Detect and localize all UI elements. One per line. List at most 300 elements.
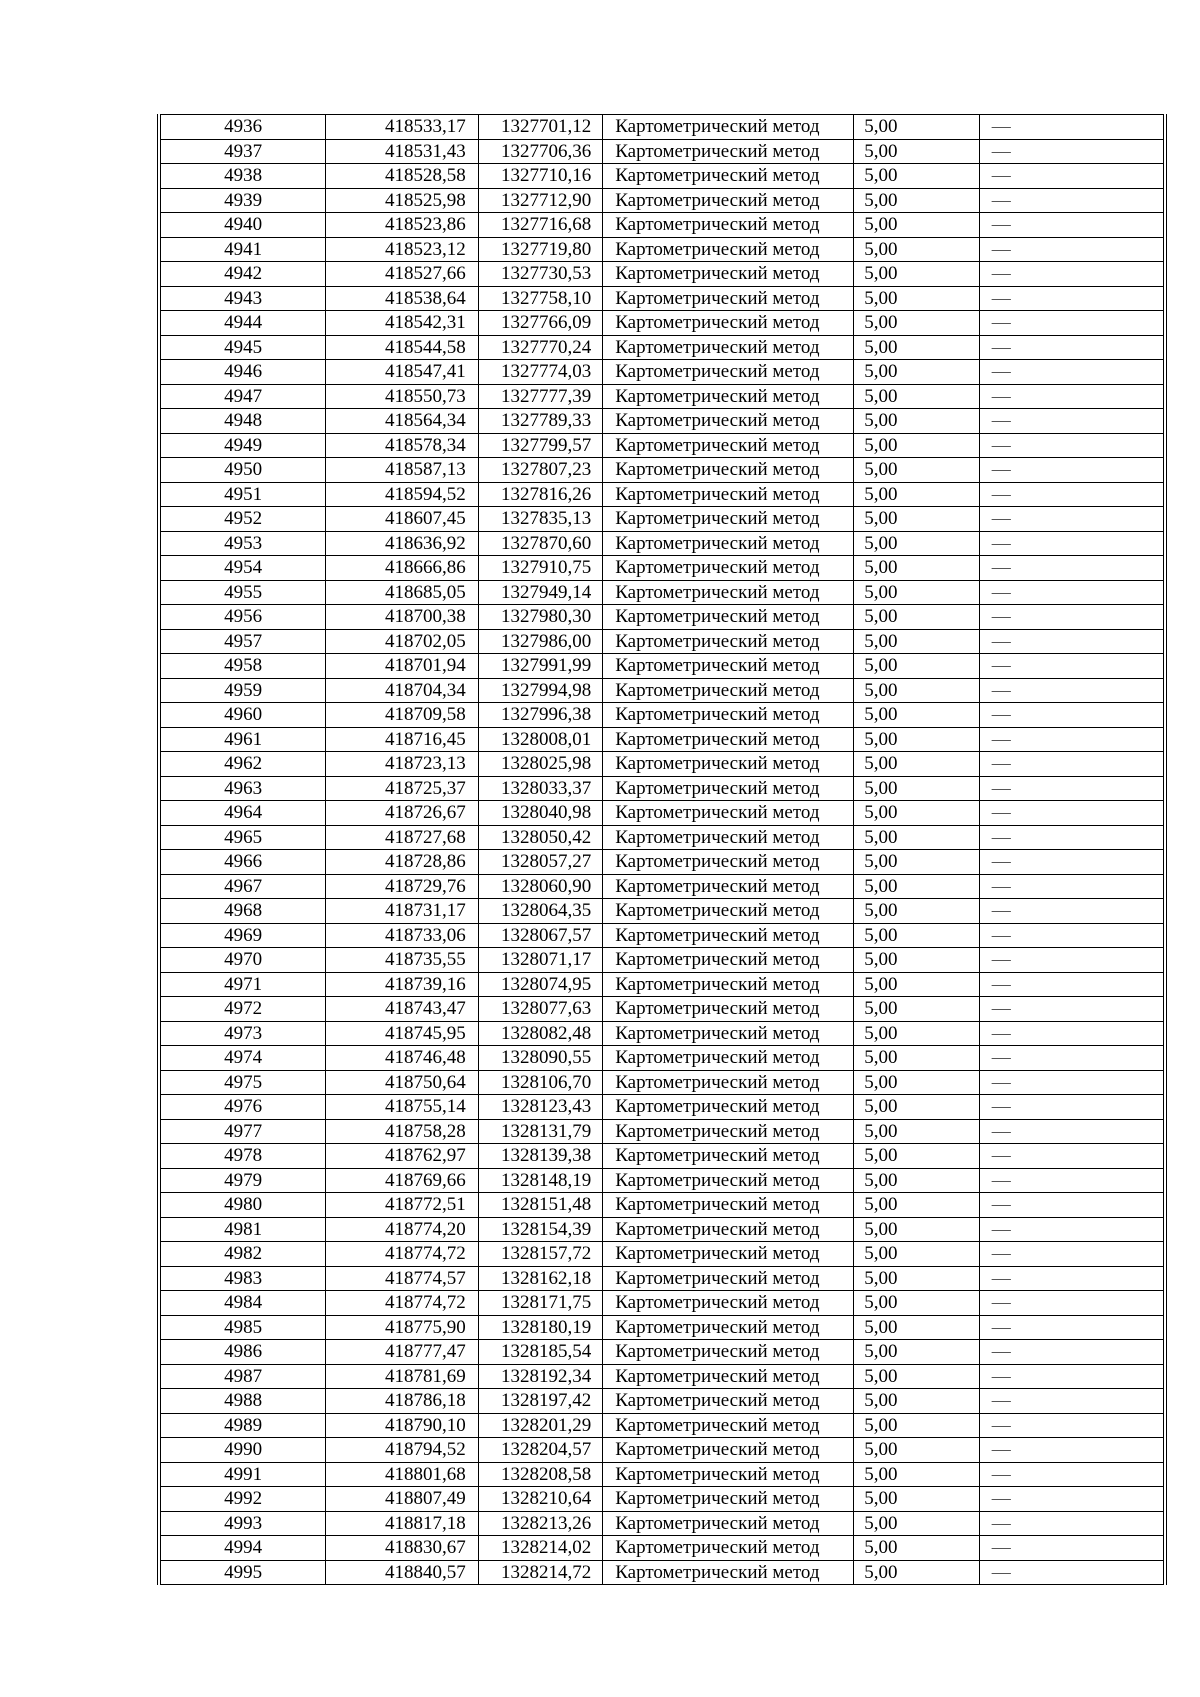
accuracy-cell: 5,00 <box>854 678 979 703</box>
description-cell: — <box>979 776 1165 801</box>
accuracy-cell: 5,00 <box>854 164 979 189</box>
accuracy-cell: 5,00 <box>854 923 979 948</box>
y-coordinate-cell: 1328139,38 <box>478 1144 602 1169</box>
accuracy-cell: 5,00 <box>854 1462 979 1487</box>
point-number-cell: 4947 <box>159 384 326 409</box>
y-coordinate-cell: 1327701,12 <box>478 115 602 140</box>
method-cell: Картометрический метод <box>603 1487 854 1512</box>
x-coordinate-cell: 418564,34 <box>326 409 479 434</box>
description-cell: — <box>979 948 1165 973</box>
y-coordinate-cell: 1327774,03 <box>478 360 602 385</box>
method-cell: Картометрический метод <box>603 458 854 483</box>
method-cell: Картометрический метод <box>603 164 854 189</box>
y-coordinate-cell: 1327986,00 <box>478 629 602 654</box>
point-number-cell: 4941 <box>159 237 326 262</box>
method-cell: Картометрический метод <box>603 1266 854 1291</box>
method-cell: Картометрический метод <box>603 556 854 581</box>
accuracy-cell: 5,00 <box>854 507 979 532</box>
table-row <box>159 1462 1165 1487</box>
method-cell: Картометрический метод <box>603 972 854 997</box>
point-number-cell: 4975 <box>159 1070 326 1095</box>
table-row <box>159 1119 1165 1144</box>
accuracy-cell: 5,00 <box>854 776 979 801</box>
point-number-cell: 4987 <box>159 1364 326 1389</box>
point-number-cell: 4979 <box>159 1168 326 1193</box>
point-number-cell: 4977 <box>159 1119 326 1144</box>
method-cell: Картометрический метод <box>603 1511 854 1536</box>
table-row <box>159 1242 1165 1267</box>
table-row <box>159 801 1165 826</box>
y-coordinate-cell: 1328071,17 <box>478 948 602 973</box>
method-cell: Картометрический метод <box>603 311 854 336</box>
x-coordinate-cell: 418775,90 <box>326 1315 479 1340</box>
x-coordinate-cell: 418830,67 <box>326 1536 479 1561</box>
y-coordinate-cell: 1328180,19 <box>478 1315 602 1340</box>
description-cell: — <box>979 237 1165 262</box>
y-coordinate-cell: 1327710,16 <box>478 164 602 189</box>
point-number-cell: 4994 <box>159 1536 326 1561</box>
point-number-cell: 4955 <box>159 580 326 605</box>
table-row <box>159 1193 1165 1218</box>
method-cell: Картометрический метод <box>603 139 854 164</box>
accuracy-cell: 5,00 <box>854 237 979 262</box>
description-cell: — <box>979 1193 1165 1218</box>
description-cell: — <box>979 1144 1165 1169</box>
method-cell: Картометрический метод <box>603 825 854 850</box>
accuracy-cell: 5,00 <box>854 409 979 434</box>
accuracy-cell: 5,00 <box>854 654 979 679</box>
accuracy-cell: 5,00 <box>854 874 979 899</box>
point-number-cell: 4945 <box>159 335 326 360</box>
method-cell: Картометрический метод <box>603 335 854 360</box>
method-cell: Картометрический метод <box>603 1119 854 1144</box>
point-number-cell: 4966 <box>159 850 326 875</box>
accuracy-cell: 5,00 <box>854 1389 979 1414</box>
accuracy-cell: 5,00 <box>854 1315 979 1340</box>
point-number-cell: 4972 <box>159 997 326 1022</box>
table-row <box>159 115 1165 140</box>
description-cell: — <box>979 1560 1165 1585</box>
accuracy-cell: 5,00 <box>854 1438 979 1463</box>
x-coordinate-cell: 418745,95 <box>326 1021 479 1046</box>
point-number-cell: 4990 <box>159 1438 326 1463</box>
y-coordinate-cell: 1328040,98 <box>478 801 602 826</box>
table-row <box>159 1438 1165 1463</box>
x-coordinate-cell: 418666,86 <box>326 556 479 581</box>
point-number-cell: 4950 <box>159 458 326 483</box>
description-cell: — <box>979 1511 1165 1536</box>
x-coordinate-cell: 418790,10 <box>326 1413 479 1438</box>
table-row <box>159 874 1165 899</box>
description-cell: — <box>979 825 1165 850</box>
y-coordinate-cell: 1327980,30 <box>478 605 602 630</box>
accuracy-cell: 5,00 <box>854 213 979 238</box>
description-cell: — <box>979 1242 1165 1267</box>
x-coordinate-cell: 418729,76 <box>326 874 479 899</box>
table-row <box>159 654 1165 679</box>
x-coordinate-cell: 418774,72 <box>326 1291 479 1316</box>
method-cell: Картометрический метод <box>603 1217 854 1242</box>
accuracy-cell: 5,00 <box>854 531 979 556</box>
point-number-cell: 4980 <box>159 1193 326 1218</box>
description-cell: — <box>979 1070 1165 1095</box>
accuracy-cell: 5,00 <box>854 433 979 458</box>
description-cell: — <box>979 311 1165 336</box>
y-coordinate-cell: 1328033,37 <box>478 776 602 801</box>
description-cell: — <box>979 1095 1165 1120</box>
method-cell: Картометрический метод <box>603 1462 854 1487</box>
description-cell: — <box>979 605 1165 630</box>
x-coordinate-cell: 418578,34 <box>326 433 479 458</box>
table-row <box>159 1315 1165 1340</box>
y-coordinate-cell: 1328008,01 <box>478 727 602 752</box>
x-coordinate-cell: 418547,41 <box>326 360 479 385</box>
accuracy-cell: 5,00 <box>854 482 979 507</box>
method-cell: Картометрический метод <box>603 507 854 532</box>
description-cell: — <box>979 1021 1165 1046</box>
description-cell: — <box>979 213 1165 238</box>
table-row <box>159 923 1165 948</box>
accuracy-cell: 5,00 <box>854 1193 979 1218</box>
x-coordinate-cell: 418544,58 <box>326 335 479 360</box>
point-number-cell: 4981 <box>159 1217 326 1242</box>
description-cell: — <box>979 1315 1165 1340</box>
y-coordinate-cell: 1327766,09 <box>478 311 602 336</box>
x-coordinate-cell: 418750,64 <box>326 1070 479 1095</box>
description-cell: — <box>979 997 1165 1022</box>
table-row <box>159 1560 1165 1585</box>
method-cell: Картометрический метод <box>603 531 854 556</box>
table-row <box>159 213 1165 238</box>
description-cell: — <box>979 1119 1165 1144</box>
accuracy-cell: 5,00 <box>854 1266 979 1291</box>
table-row <box>159 164 1165 189</box>
y-coordinate-cell: 1328077,63 <box>478 997 602 1022</box>
y-coordinate-cell: 1327777,39 <box>478 384 602 409</box>
point-number-cell: 4938 <box>159 164 326 189</box>
method-cell: Картометрический метод <box>603 997 854 1022</box>
accuracy-cell: 5,00 <box>854 580 979 605</box>
point-number-cell: 4937 <box>159 139 326 164</box>
description-cell: — <box>979 164 1165 189</box>
accuracy-cell: 5,00 <box>854 1364 979 1389</box>
point-number-cell: 4960 <box>159 703 326 728</box>
x-coordinate-cell: 418733,06 <box>326 923 479 948</box>
accuracy-cell: 5,00 <box>854 1021 979 1046</box>
description-cell: — <box>979 556 1165 581</box>
x-coordinate-cell: 418774,57 <box>326 1266 479 1291</box>
point-number-cell: 4978 <box>159 1144 326 1169</box>
description-cell: — <box>979 1291 1165 1316</box>
method-cell: Картометрический метод <box>603 1340 854 1365</box>
y-coordinate-cell: 1328197,42 <box>478 1389 602 1414</box>
y-coordinate-cell: 1327996,38 <box>478 703 602 728</box>
x-coordinate-cell: 418723,13 <box>326 752 479 777</box>
method-cell: Картометрический метод <box>603 409 854 434</box>
table-row <box>159 580 1165 605</box>
method-cell: Картометрический метод <box>603 1315 854 1340</box>
table-row <box>159 262 1165 287</box>
accuracy-cell: 5,00 <box>854 1046 979 1071</box>
point-number-cell: 4965 <box>159 825 326 850</box>
point-number-cell: 4961 <box>159 727 326 752</box>
accuracy-cell: 5,00 <box>854 335 979 360</box>
y-coordinate-cell: 1327730,53 <box>478 262 602 287</box>
description-cell: — <box>979 262 1165 287</box>
description-cell: — <box>979 1536 1165 1561</box>
x-coordinate-cell: 418786,18 <box>326 1389 479 1414</box>
y-coordinate-cell: 1328151,48 <box>478 1193 602 1218</box>
y-coordinate-cell: 1327949,14 <box>478 580 602 605</box>
point-number-cell: 4969 <box>159 923 326 948</box>
point-number-cell: 4956 <box>159 605 326 630</box>
description-cell: — <box>979 433 1165 458</box>
point-number-cell: 4967 <box>159 874 326 899</box>
x-coordinate-cell: 418531,43 <box>326 139 479 164</box>
description-cell: — <box>979 1168 1165 1193</box>
method-cell: Картометрический метод <box>603 1144 854 1169</box>
description-cell: — <box>979 1266 1165 1291</box>
accuracy-cell: 5,00 <box>854 311 979 336</box>
x-coordinate-cell: 418607,45 <box>326 507 479 532</box>
y-coordinate-cell: 1328050,42 <box>478 825 602 850</box>
description-cell: — <box>979 580 1165 605</box>
method-cell: Картометрический метод <box>603 1413 854 1438</box>
y-coordinate-cell: 1328214,72 <box>478 1560 602 1585</box>
accuracy-cell: 5,00 <box>854 752 979 777</box>
description-cell: — <box>979 115 1165 140</box>
table-row <box>159 1168 1165 1193</box>
description-cell: — <box>979 1217 1165 1242</box>
table-row <box>159 556 1165 581</box>
y-coordinate-cell: 1328213,26 <box>478 1511 602 1536</box>
x-coordinate-cell: 418685,05 <box>326 580 479 605</box>
table-row <box>159 139 1165 164</box>
x-coordinate-cell: 418594,52 <box>326 482 479 507</box>
accuracy-cell: 5,00 <box>854 262 979 287</box>
accuracy-cell: 5,00 <box>854 605 979 630</box>
accuracy-cell: 5,00 <box>854 1413 979 1438</box>
method-cell: Картометрический метод <box>603 433 854 458</box>
point-number-cell: 4944 <box>159 311 326 336</box>
accuracy-cell: 5,00 <box>854 1340 979 1365</box>
point-number-cell: 4949 <box>159 433 326 458</box>
point-number-cell: 4958 <box>159 654 326 679</box>
table-row <box>159 948 1165 973</box>
method-cell: Картометрический метод <box>603 654 854 679</box>
accuracy-cell: 5,00 <box>854 997 979 1022</box>
y-coordinate-cell: 1328123,43 <box>478 1095 602 1120</box>
y-coordinate-cell: 1328148,19 <box>478 1168 602 1193</box>
method-cell: Картометрический метод <box>603 1438 854 1463</box>
accuracy-cell: 5,00 <box>854 850 979 875</box>
y-coordinate-cell: 1328154,39 <box>478 1217 602 1242</box>
y-coordinate-cell: 1328082,48 <box>478 1021 602 1046</box>
y-coordinate-cell: 1328204,57 <box>478 1438 602 1463</box>
point-number-cell: 4957 <box>159 629 326 654</box>
table-row <box>159 1291 1165 1316</box>
method-cell: Картометрический метод <box>603 384 854 409</box>
point-number-cell: 4963 <box>159 776 326 801</box>
method-cell: Картометрический метод <box>603 703 854 728</box>
x-coordinate-cell: 418735,55 <box>326 948 479 973</box>
table-row <box>159 776 1165 801</box>
accuracy-cell: 5,00 <box>854 188 979 213</box>
x-coordinate-cell: 418527,66 <box>326 262 479 287</box>
point-number-cell: 4973 <box>159 1021 326 1046</box>
accuracy-cell: 5,00 <box>854 972 979 997</box>
x-coordinate-cell: 418758,28 <box>326 1119 479 1144</box>
table-row <box>159 531 1165 556</box>
x-coordinate-cell: 418702,05 <box>326 629 479 654</box>
table-row <box>159 752 1165 777</box>
y-coordinate-cell: 1327835,13 <box>478 507 602 532</box>
x-coordinate-cell: 418550,73 <box>326 384 479 409</box>
accuracy-cell: 5,00 <box>854 384 979 409</box>
table-row <box>159 237 1165 262</box>
y-coordinate-cell: 1328208,58 <box>478 1462 602 1487</box>
y-coordinate-cell: 1327712,90 <box>478 188 602 213</box>
table-row <box>159 972 1165 997</box>
point-number-cell: 4948 <box>159 409 326 434</box>
table-row <box>159 360 1165 385</box>
table-row <box>159 727 1165 752</box>
point-number-cell: 4946 <box>159 360 326 385</box>
description-cell: — <box>979 1046 1165 1071</box>
method-cell: Картометрический метод <box>603 580 854 605</box>
table-row <box>159 1413 1165 1438</box>
point-number-cell: 4976 <box>159 1095 326 1120</box>
accuracy-cell: 5,00 <box>854 1487 979 1512</box>
table-row <box>159 899 1165 924</box>
y-coordinate-cell: 1328064,35 <box>478 899 602 924</box>
x-coordinate-cell: 418781,69 <box>326 1364 479 1389</box>
point-number-cell: 4964 <box>159 801 326 826</box>
point-number-cell: 4983 <box>159 1266 326 1291</box>
method-cell: Картометрический метод <box>603 237 854 262</box>
accuracy-cell: 5,00 <box>854 1144 979 1169</box>
table-row <box>159 1340 1165 1365</box>
accuracy-cell: 5,00 <box>854 727 979 752</box>
description-cell: — <box>979 850 1165 875</box>
point-number-cell: 4971 <box>159 972 326 997</box>
x-coordinate-cell: 418523,86 <box>326 213 479 238</box>
method-cell: Картометрический метод <box>603 1291 854 1316</box>
description-cell: — <box>979 1487 1165 1512</box>
point-number-cell: 4962 <box>159 752 326 777</box>
method-cell: Картометрический метод <box>603 678 854 703</box>
y-coordinate-cell: 1328201,29 <box>478 1413 602 1438</box>
table-row <box>159 335 1165 360</box>
method-cell: Картометрический метод <box>603 1364 854 1389</box>
method-cell: Картометрический метод <box>603 482 854 507</box>
table-row <box>159 605 1165 630</box>
point-number-cell: 4985 <box>159 1315 326 1340</box>
method-cell: Картометрический метод <box>603 923 854 948</box>
point-number-cell: 4954 <box>159 556 326 581</box>
x-coordinate-cell: 418807,49 <box>326 1487 479 1512</box>
x-coordinate-cell: 418777,47 <box>326 1340 479 1365</box>
description-cell: — <box>979 801 1165 826</box>
method-cell: Картометрический метод <box>603 188 854 213</box>
x-coordinate-cell: 418762,97 <box>326 1144 479 1169</box>
coordinates-table <box>157 114 1167 1585</box>
y-coordinate-cell: 1327807,23 <box>478 458 602 483</box>
accuracy-cell: 5,00 <box>854 948 979 973</box>
table-row <box>159 1070 1165 1095</box>
method-cell: Картометрический метод <box>603 1193 854 1218</box>
y-coordinate-cell: 1328074,95 <box>478 972 602 997</box>
table-row <box>159 1536 1165 1561</box>
point-number-cell: 4968 <box>159 899 326 924</box>
description-cell: — <box>979 531 1165 556</box>
point-number-cell: 4959 <box>159 678 326 703</box>
method-cell: Картометрический метод <box>603 1046 854 1071</box>
description-cell: — <box>979 482 1165 507</box>
x-coordinate-cell: 418840,57 <box>326 1560 479 1585</box>
description-cell: — <box>979 1438 1165 1463</box>
table-row <box>159 311 1165 336</box>
accuracy-cell: 5,00 <box>854 629 979 654</box>
y-coordinate-cell: 1327991,99 <box>478 654 602 679</box>
y-coordinate-cell: 1327799,57 <box>478 433 602 458</box>
point-number-cell: 4988 <box>159 1389 326 1414</box>
x-coordinate-cell: 418716,45 <box>326 727 479 752</box>
method-cell: Картометрический метод <box>603 115 854 140</box>
y-coordinate-cell: 1327770,24 <box>478 335 602 360</box>
accuracy-cell: 5,00 <box>854 1095 979 1120</box>
table-row <box>159 433 1165 458</box>
method-cell: Картометрический метод <box>603 776 854 801</box>
table-row <box>159 1511 1165 1536</box>
method-cell: Картометрический метод <box>603 948 854 973</box>
method-cell: Картометрический метод <box>603 605 854 630</box>
point-number-cell: 4993 <box>159 1511 326 1536</box>
method-cell: Картометрический метод <box>603 629 854 654</box>
description-cell: — <box>979 409 1165 434</box>
method-cell: Картометрический метод <box>603 1021 854 1046</box>
accuracy-cell: 5,00 <box>854 286 979 311</box>
point-number-cell: 4943 <box>159 286 326 311</box>
x-coordinate-cell: 418755,14 <box>326 1095 479 1120</box>
description-cell: — <box>979 286 1165 311</box>
point-number-cell: 4940 <box>159 213 326 238</box>
method-cell: Картометрический метод <box>603 286 854 311</box>
point-number-cell: 4995 <box>159 1560 326 1585</box>
method-cell: Картометрический метод <box>603 213 854 238</box>
method-cell: Картометрический метод <box>603 727 854 752</box>
x-coordinate-cell: 418727,68 <box>326 825 479 850</box>
y-coordinate-cell: 1328090,55 <box>478 1046 602 1071</box>
accuracy-cell: 5,00 <box>854 458 979 483</box>
table-row <box>159 1266 1165 1291</box>
method-cell: Картометрический метод <box>603 1168 854 1193</box>
method-cell: Картометрический метод <box>603 801 854 826</box>
point-number-cell: 4984 <box>159 1291 326 1316</box>
y-coordinate-cell: 1327816,26 <box>478 482 602 507</box>
x-coordinate-cell: 418542,31 <box>326 311 479 336</box>
table-row <box>159 678 1165 703</box>
table-row <box>159 1144 1165 1169</box>
table-body <box>159 115 1165 1585</box>
accuracy-cell: 5,00 <box>854 1070 979 1095</box>
accuracy-cell: 5,00 <box>854 1217 979 1242</box>
table-row <box>159 1389 1165 1414</box>
x-coordinate-cell: 418774,72 <box>326 1242 479 1267</box>
accuracy-cell: 5,00 <box>854 1119 979 1144</box>
x-coordinate-cell: 418726,67 <box>326 801 479 826</box>
point-number-cell: 4951 <box>159 482 326 507</box>
